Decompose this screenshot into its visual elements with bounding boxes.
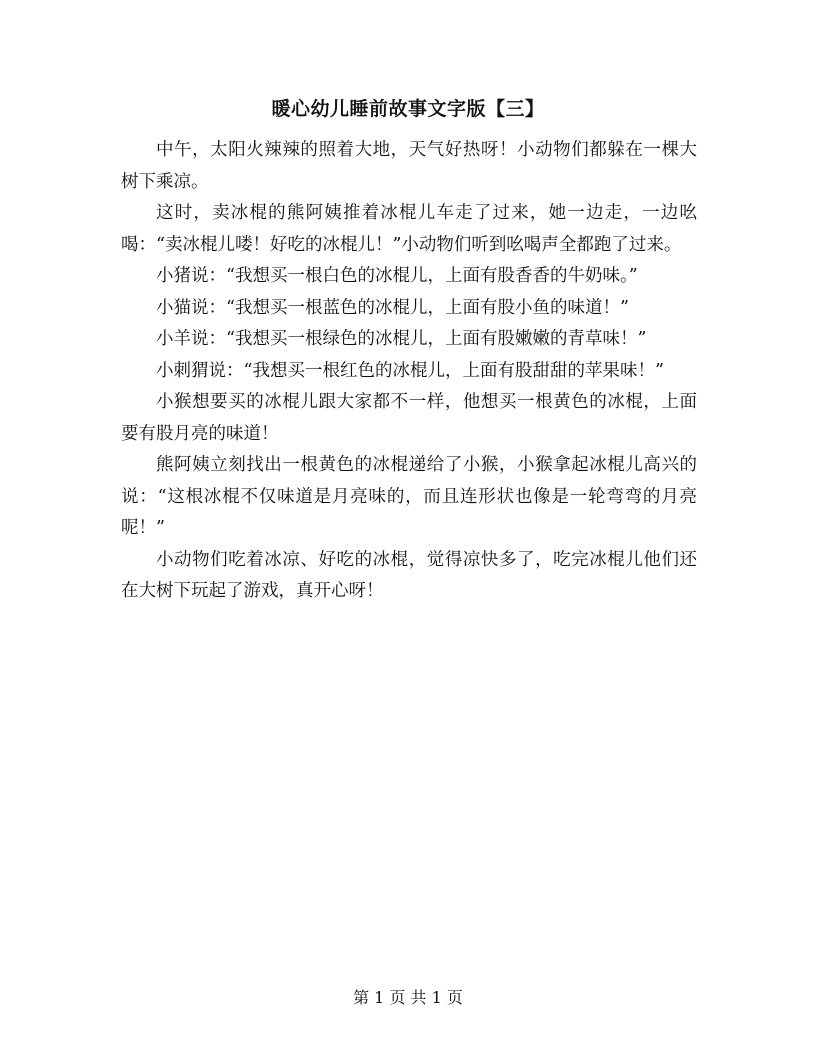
document-title: 暖心幼儿睡前故事文字版【三】 (271, 98, 545, 120)
paragraph: 小刺猬说：“我想买一根红色的冰棍儿，上面有股甜甜的苹果味！” (156, 360, 664, 381)
paragraph: 这时，卖冰棍的熊阿姨推着冰棍儿车走了过来，她一边走，一边吆喝：“卖冰棍儿喽！好吃的冰棍儿！”小动物们听到吆喝声全都跑了过来。 (121, 203, 697, 255)
paragraph: 中午，太阳火辣辣的照着大地，天气好热呀！小动物们都躲在一棵大树下乘凉。 (121, 140, 697, 192)
document-body (121, 135, 697, 608)
page-number-footer: 第 1 页 共 1 页 (353, 988, 463, 1007)
paragraph: 熊阿姨立刻找出一根黄色的冰棍递给了小猴，小猴拿起冰棍儿高兴的说：“这根冰棍不仅味道是月亮味的，而且连形状也像是一轮弯弯的月亮呢！” (121, 455, 697, 538)
paragraph: 小动物们吃着冰凉、好吃的冰棍，觉得凉快多了，吃完冰棍儿他们还在大树下玩起了游戏，真开心呀！ (121, 549, 697, 601)
paragraph: 小羊说：“我想买一根绿色的冰棍儿，上面有股嫩嫩的青草味！” (156, 329, 647, 349)
paragraph: 小猫说：“我想买一根蓝色的冰棍儿，上面有股小鱼的味道！” (156, 297, 629, 318)
paragraph: 小猪说：“我想买一根白色的冰棍儿，上面有股香香的牛奶味。” (156, 266, 638, 286)
paragraph: 小猴想要买的冰棍儿跟大家都不一样，他想买一根黄色的冰棍，上面要有股月亮的味道！ (121, 392, 697, 444)
